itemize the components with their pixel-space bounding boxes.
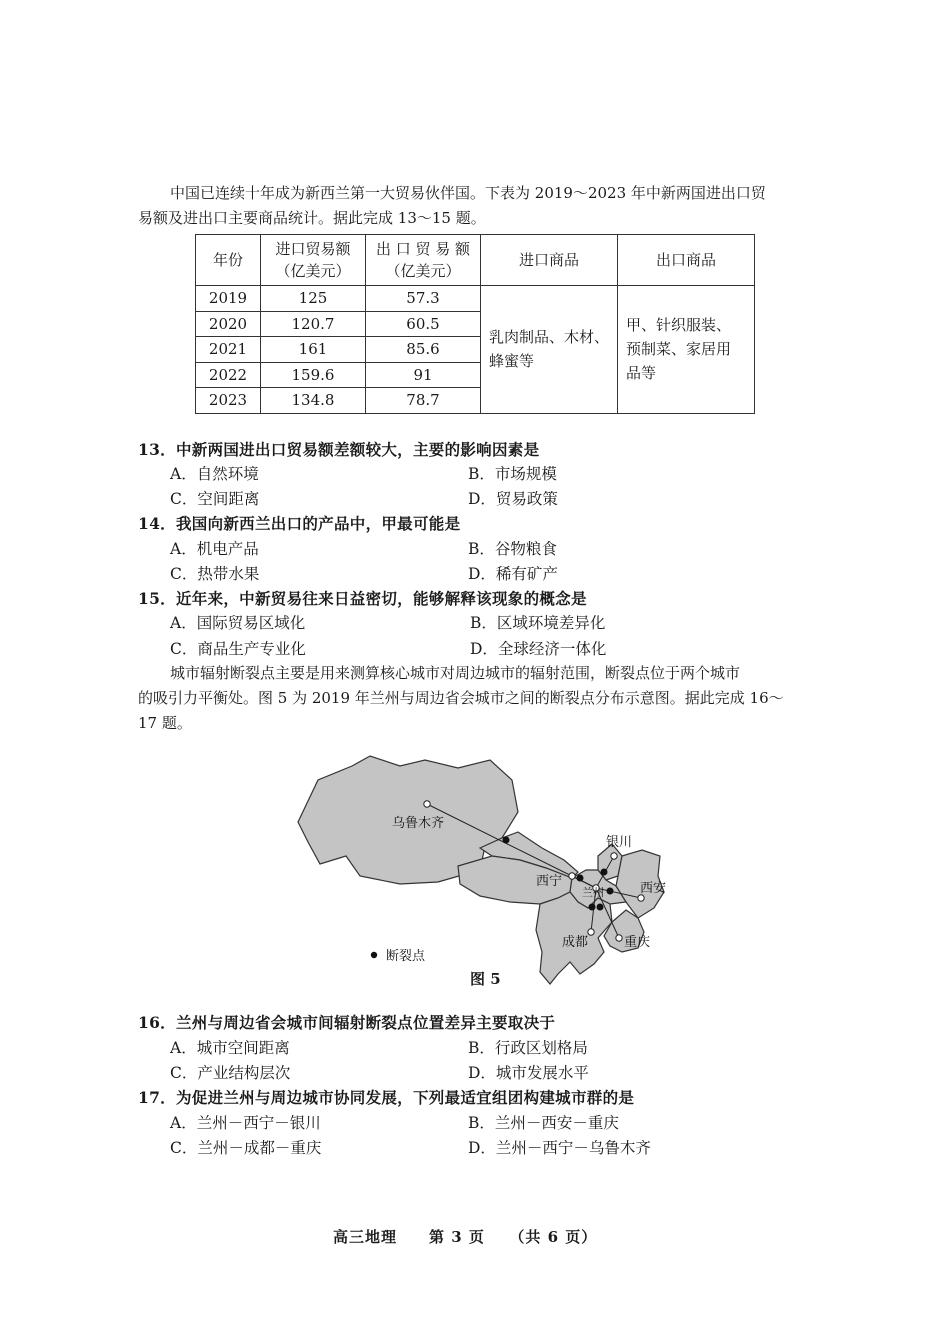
cell-import: 120.7 [261, 311, 366, 337]
city-urumqi [424, 801, 430, 807]
q16-option-b[interactable]: B．行政区划格局 [468, 1039, 588, 1057]
q16-option-d[interactable]: D．城市发展水平 [468, 1064, 589, 1082]
export-goods-line-1: 甲、针织服装、 [626, 316, 732, 335]
question-13-stem: 13．中新两国进出口贸易额差额较大，主要的影响因素是 [138, 440, 540, 459]
label-xian: 西安 [640, 881, 667, 896]
table-header-row [196, 235, 755, 286]
cell-export-goods [618, 286, 755, 414]
city-chongqing [616, 935, 622, 941]
cell-year: 2023 [196, 388, 261, 414]
label-chengdu: 成都 [562, 935, 589, 950]
q13-option-b[interactable]: B．市场规模 [468, 465, 557, 483]
header-export [366, 235, 481, 286]
q14-option-d[interactable]: D．稀有矿产 [468, 565, 558, 583]
header-export-line-2: （亿美元） [385, 262, 461, 280]
table-row [196, 286, 755, 312]
cell-import: 125 [261, 286, 366, 312]
cell-export: 85.6 [366, 337, 481, 363]
q17-option-b[interactable]: B．兰州－西安－重庆 [468, 1114, 619, 1132]
city-xining [569, 873, 575, 879]
label-yinchuan: 银川 [606, 835, 633, 850]
cell-export: 78.7 [366, 388, 481, 414]
label-lanzhou: 兰州 [582, 886, 604, 899]
q17-option-a[interactable]: A．兰州－西宁－银川 [170, 1114, 321, 1132]
figure-caption: 图 5 [470, 970, 501, 988]
intro-paragraph-2-line-1: 城市辐射断裂点主要是用来测算核心城市对周边城市的辐射范围，断裂点位于两个城市 [170, 664, 741, 682]
page-footer: 高三地理 第 3 页 （共 6 页） [333, 1228, 598, 1246]
export-goods-line-2: 预制菜、家居用 [626, 340, 732, 359]
question-15-stem: 15．近年来，中新贸易往来日益密切，能够解释该现象的概念是 [138, 589, 587, 608]
cell-year: 2021 [196, 337, 261, 363]
import-goods-line-2: 蜂蜜等 [489, 352, 535, 371]
breakpoint-urumqi [503, 837, 510, 844]
cell-export: 57.3 [366, 286, 481, 312]
header-import-line-1: 进口贸易额 [275, 240, 351, 258]
q17-option-c[interactable]: C．兰州－成都－重庆 [170, 1139, 322, 1157]
q16-option-c[interactable]: C．产业结构层次 [170, 1064, 291, 1082]
cell-import: 134.8 [261, 388, 366, 414]
q15-option-b[interactable]: B．区域环境差异化 [470, 614, 606, 632]
city-chengdu [588, 929, 594, 935]
cell-import: 161 [261, 337, 366, 363]
intro-paragraph-2-line-3: 17 题。 [138, 714, 192, 732]
breakpoint-chengdu [589, 904, 596, 911]
import-goods-line-1: 乳肉制品、木材、 [489, 328, 610, 347]
cell-export: 60.5 [366, 311, 481, 337]
q13-option-c[interactable]: C．空间距离 [170, 490, 260, 508]
q15-option-c[interactable]: C．商品生产专业化 [170, 640, 306, 658]
intro-paragraph-1-line-2: 易额及进出口主要商品统计。据此完成 13～15 题。 [138, 209, 486, 227]
question-16-stem: 16．兰州与周边省会城市间辐射断裂点位置差异主要取决于 [138, 1013, 556, 1032]
label-xining: 西宁 [536, 874, 563, 889]
trade-table [195, 234, 755, 414]
q14-option-c[interactable]: C．热带水果 [170, 565, 260, 583]
breakpoint-map [280, 752, 680, 990]
legend-breakpoint-marker [371, 952, 377, 958]
cell-import: 159.6 [261, 362, 366, 388]
label-urumqi: 乌鲁木齐 [392, 816, 445, 831]
q14-option-b[interactable]: B．谷物粮食 [468, 540, 557, 558]
breakpoint-xian [607, 888, 614, 895]
intro-paragraph-1-line-1: 中国已连续十年成为新西兰第一大贸易伙伴国。下表为 2019～2023 年中新两国进出口贸 [170, 184, 766, 202]
cell-year: 2022 [196, 362, 261, 388]
cell-import-goods [481, 286, 618, 414]
q13-option-d[interactable]: D．贸易政策 [468, 490, 558, 508]
q15-option-d[interactable]: D．全球经济一体化 [470, 640, 607, 658]
header-import-line-2: （亿美元） [275, 262, 351, 280]
question-17-stem: 17．为促进兰州与周边城市协同发展，下列最适宜组团构建城市群的是 [138, 1088, 635, 1107]
intro-paragraph-2-line-2: 的吸引力平衡处。图 5 为 2019 年兰州与周边省会城市之间的断裂点分布示意图。据此完成 16～ [138, 689, 784, 707]
q15-option-a[interactable]: A．国际贸易区域化 [170, 614, 306, 632]
q13-option-a[interactable]: A．自然环境 [170, 465, 259, 483]
header-import-goods: 进口商品 [481, 235, 618, 286]
export-goods-line-3: 品等 [626, 364, 657, 383]
question-14-stem: 14．我国向新西兰出口的产品中，甲最可能是 [138, 514, 461, 533]
cell-year: 2020 [196, 311, 261, 337]
legend-label: 断裂点 [386, 949, 426, 964]
cell-year: 2019 [196, 286, 261, 312]
q16-option-a[interactable]: A．城市空间距离 [170, 1039, 290, 1057]
label-chongqing: 重庆 [624, 935, 651, 950]
breakpoint-chongqing [597, 904, 604, 911]
header-year: 年份 [196, 235, 261, 286]
breakpoint-xining [577, 875, 584, 882]
q17-option-d[interactable]: D．兰州－西宁－乌鲁木齐 [468, 1139, 651, 1157]
breakpoint-yinchuan [601, 869, 608, 876]
header-import [261, 235, 366, 286]
city-yinchuan [611, 853, 617, 859]
header-export-goods: 出口商品 [618, 235, 755, 286]
header-export-line-1: 出 口 贸 易 额 [375, 240, 471, 258]
q14-option-a[interactable]: A．机电产品 [170, 540, 259, 558]
cell-export: 91 [366, 362, 481, 388]
